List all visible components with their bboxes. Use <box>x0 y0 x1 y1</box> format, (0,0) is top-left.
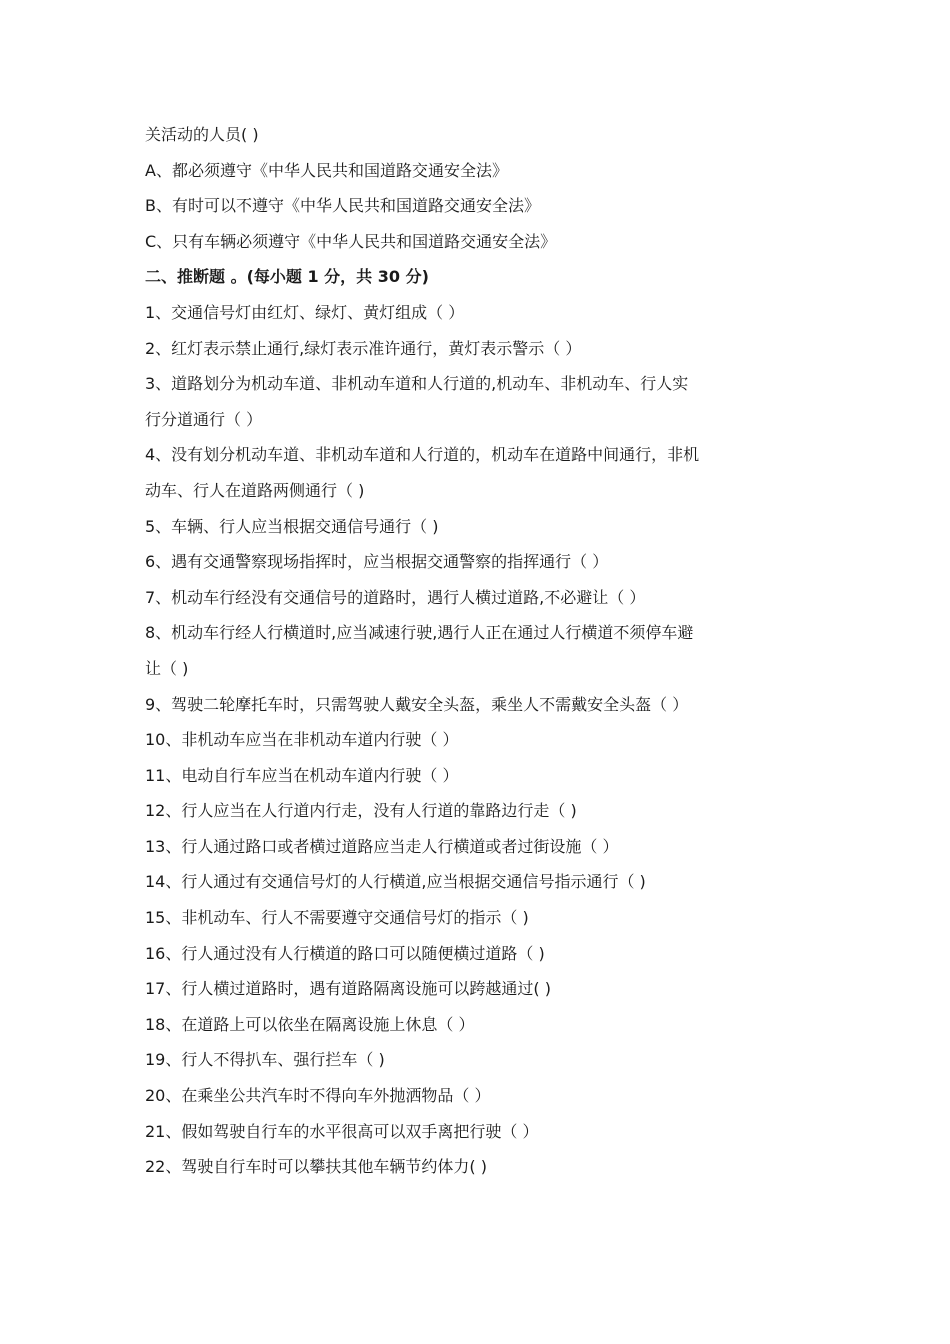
question-line: 21、假如驾驶自行车的水平很高可以双手离把行驶（ ） <box>145 1121 539 1141</box>
question-line: 19、行人不得扒车、强行拦车（ ) <box>145 1050 385 1070</box>
question-line: 13、行人通过路口或者横过道路应当走人行横道或者过街设施（ ） <box>145 836 619 856</box>
question-line: 9、驾驶二轮摩托车时，只需驾驶人戴安全头盔，乘坐人不需戴安全头盔（ ） <box>145 694 689 714</box>
question-line: 18、在道路上可以依坐在隔离设施上休息（ ） <box>145 1014 475 1034</box>
question-line: 2、红灯表示禁止通行,绿灯表示准许通行，黄灯表示警示（ ） <box>145 338 582 358</box>
question-line: 3、道路划分为机动车道、非机动车道和人行道的,机动车、非机动车、行人实 <box>145 374 689 394</box>
question-line: 7、机动车行经没有交通信号的道路时，遇行人横过道路,不必避让（ ） <box>145 587 646 607</box>
question-line: 6、遇有交通警察现场指挥时，应当根据交通警察的指挥通行（ ） <box>145 552 609 572</box>
question-line: 8、机动车行经人行横道时,应当减速行驶,遇行人正在通过人行横道不须停车避 <box>145 623 694 643</box>
question-line: 5、车辆、行人应当根据交通信号通行（ ) <box>145 516 439 536</box>
question-line: 11、电动自行车应当在机动车道内行驶（ ） <box>145 765 459 785</box>
question-line: 让（ ) <box>145 658 189 678</box>
question-line: 14、行人通过有交通信号灯的人行横道,应当根据交通信号指示通行（ ) <box>145 872 646 892</box>
question-line: 动车、行人在道路两侧通行（ ) <box>145 480 365 500</box>
question-list <box>145 295 815 1185</box>
question-line: 17、行人横过道路时，遇有道路隔离设施可以跨越通过( ) <box>145 979 551 999</box>
question-line: 10、非机动车应当在非机动车道内行驶（ ） <box>145 730 459 750</box>
option-c: C、只有车辆必须遵守《中华人民共和国道路交通安全法》 <box>145 231 557 251</box>
question-stem-tail: 关活动的人员( ) <box>145 125 259 144</box>
option-a: A、都必须遵守《中华人民共和国道路交通安全法》 <box>145 160 508 180</box>
question-line: 22、驾驶自行车时可以攀扶其他车辆节约体力( ) <box>145 1157 487 1177</box>
question-line: 1、交通信号灯由红灯、绿灯、黄灯组成（ ） <box>145 302 465 322</box>
question-line: 行分道通行（ ） <box>145 409 263 429</box>
question-line: 16、行人通过没有人行横道的路口可以随便横过道路（ ) <box>145 943 545 963</box>
section-heading: 二、推断题 。(每小题 1 分，共 30 分) <box>145 267 429 287</box>
document-body <box>145 117 815 1185</box>
question-line: 15、非机动车、行人不需要遵守交通信号灯的指示（ ) <box>145 908 529 928</box>
question-line: 4、没有划分机动车道、非机动车道和人行道的，机动车在道路中间通行，非机 <box>145 445 700 465</box>
option-b: B、有时可以不遵守《中华人民共和国道路交通安全法》 <box>145 196 540 216</box>
question-line: 12、行人应当在人行道内行走，没有人行道的靠路边行走（ ) <box>145 801 577 821</box>
question-line: 20、在乘坐公共汽车时不得向车外抛洒物品（ ） <box>145 1086 491 1106</box>
